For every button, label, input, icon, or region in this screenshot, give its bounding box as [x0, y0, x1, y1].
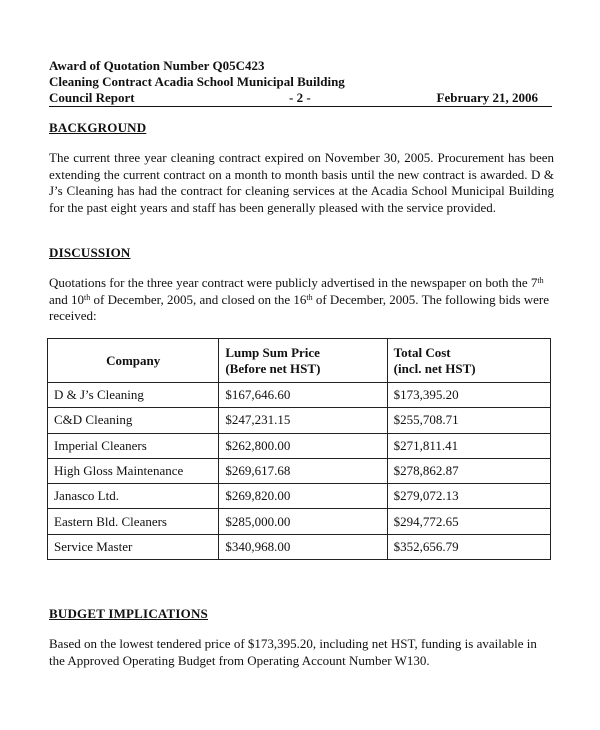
header-report-line [49, 90, 552, 107]
discussion-heading: DISCUSSION [49, 245, 131, 260]
cell-total-cost: $271,811.41 [387, 433, 550, 458]
budget-paragraph: Based on the lowest tendered price of $173,395.20, including net HST, funding is available in the Approved Operating Budget from Operating Account Number W130. [49, 636, 537, 668]
table-row [48, 408, 551, 433]
cell-company: Service Master [48, 534, 219, 559]
cell-company: D & J’s Cleaning [48, 383, 219, 408]
background-heading: BACKGROUND [49, 120, 147, 135]
column-header-lump-sum: Lump Sum Price (Before net HST) [219, 339, 387, 383]
table-row [48, 484, 551, 509]
cell-company: High Gloss Maintenance [48, 458, 219, 483]
header-date: February 21, 2006 [436, 90, 538, 105]
table-row [48, 458, 551, 483]
cell-total-cost: $255,708.71 [387, 408, 550, 433]
table-row [48, 433, 551, 458]
header-award-title: Award of Quotation Number Q05C423 [49, 58, 265, 73]
cell-company: Eastern Bld. Cleaners [48, 509, 219, 534]
cell-total-cost: $294,772.65 [387, 509, 550, 534]
page-number: - 2 - [289, 90, 311, 105]
cell-lump-sum: $340,968.00 [219, 534, 387, 559]
cell-lump-sum: $247,231.15 [219, 408, 387, 433]
cell-lump-sum: $285,000.00 [219, 509, 387, 534]
discussion-paragraph: Quotations for the three year contract were publicly advertised in the newspaper on both the 7th and 10th of December, 2005, and closed on the 16th of December, 2005. The following bids were received: [49, 275, 550, 323]
cell-lump-sum: $269,617.68 [219, 458, 387, 483]
cell-lump-sum: $167,646.60 [219, 383, 387, 408]
header-contract-title: Cleaning Contract Acadia School Municipal Building [49, 74, 345, 89]
cell-lump-sum: $262,800.00 [219, 433, 387, 458]
budget-heading: BUDGET IMPLICATIONS [49, 606, 208, 621]
cell-total-cost: $352,656.79 [387, 534, 550, 559]
table-header-row [48, 339, 551, 383]
background-paragraph: The current three year cleaning contract expired on November 30, 2005. Procurement has been extending the current contract on a month to month basis until the new contract is awarded. D & J’s Cleaning has had the contract for cleaning services at the Acadia School Municipal Building for the past eight years and staff has been generally pleased with the service provided. [49, 150, 554, 215]
column-header-total-cost: Total Cost (incl. net HST) [387, 339, 550, 383]
cell-total-cost: $278,862.87 [387, 458, 550, 483]
cell-company: Janasco Ltd. [48, 484, 219, 509]
table-row [48, 534, 551, 559]
table-row [48, 383, 551, 408]
bids-table [47, 338, 551, 560]
column-header-company: Company [48, 339, 219, 383]
cell-total-cost: $279,072.13 [387, 484, 550, 509]
table-row [48, 509, 551, 534]
cell-company: C&D Cleaning [48, 408, 219, 433]
cell-company: Imperial Cleaners [48, 433, 219, 458]
cell-lump-sum: $269,820.00 [219, 484, 387, 509]
cell-total-cost: $173,395.20 [387, 383, 550, 408]
header-council-report: Council Report [49, 90, 135, 105]
